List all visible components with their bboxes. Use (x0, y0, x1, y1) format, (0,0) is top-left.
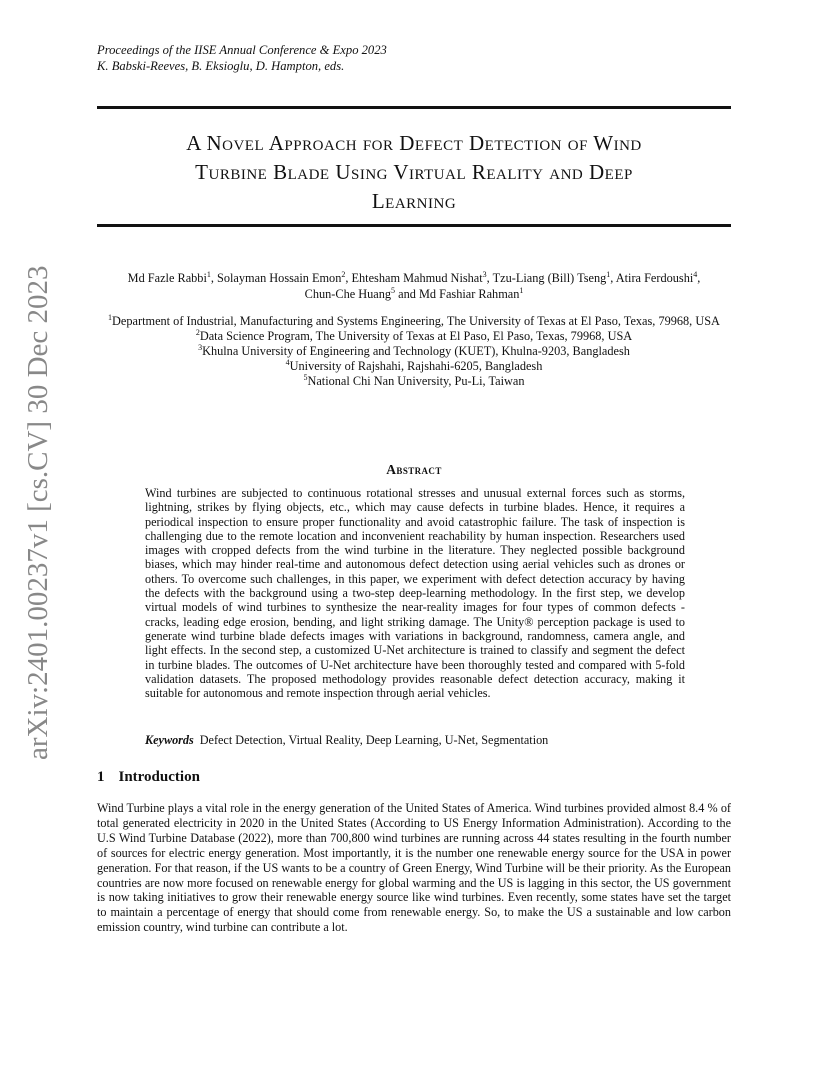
editors-line: K. Babski-Reeves, B. Eksioglu, D. Hampton, eds. (97, 59, 345, 73)
arxiv-watermark: arXiv:2401.00237v1 [cs.CV] 30 Dec 2023 (22, 265, 54, 760)
section-title: Introduction (118, 769, 200, 785)
affiliation: $^3$Khulna University of Engineering and Technology (KUET), Khulna-9203, Bangladesh (198, 343, 630, 358)
author: Tzu-Liang (Bill) Tseng$^1$, (492, 270, 616, 285)
title-line: Turbine Blade Using Virtual Reality and Deep (195, 160, 633, 184)
author: Md Fazle Rabbi$^1$, (127, 270, 218, 285)
author: Ehtesham Mahmud Nishat$^3$, (351, 270, 493, 285)
author: Md Fashiar Rahman$^1$ (418, 286, 524, 301)
proceedings-line: Proceedings of the IISE Annual Conference & Expo 2023 (97, 43, 387, 57)
author: Atira Ferdoushi$^4$, (615, 270, 701, 285)
author: Solayman Hossain Emon$^2$, (217, 270, 352, 285)
affiliation: $^2$Data Science Program, The University of Texas at El Paso, El Paso, Texas, 79968, USA (195, 328, 633, 343)
proceedings-header (97, 42, 387, 74)
affiliation: $^5$National Chi Nan University, Pu-Li, Taiwan (303, 373, 525, 388)
title-rule-top (97, 106, 731, 109)
affiliation-list (97, 314, 731, 389)
section-number: 1 (97, 769, 105, 785)
paper-title (97, 129, 731, 216)
section-heading (97, 769, 200, 786)
keywords (145, 733, 685, 748)
title-line: A Novel Approach for Defect Detection of Wind (186, 131, 642, 155)
affiliation: $^4$University of Rajshahi, Rajshahi-6205, Bangladesh (285, 358, 543, 373)
abstract-text: Wind turbines are subjected to continuous rotational stresses and unusual external forces such as storms, lightning, strikes by flying objects, etc., which may cause defects in turbine blades. Hence, it requires a periodical inspection to ensure proper functionality and avoid catastrophic failure. The task of inspection is challenging due to the remote location and inconvenient reachability by human inspection. Researchers used images with cropped defects from the wind turbine in the literature. They neglected possible background biases, which may hinder real-time and autonomous defect detection using aerial vehicles such as drones or others. To overcome such challenges, in this paper, we experiment with defect detection accuracy by having the defects with the background using a two-step deep-learning methodology. In the first step, we develop virtual models of wind turbines to synthesize the near-reality images for four types of common defects - cracks, leading edge erosion, bending, and light striking damage. The Unity® perception package is used to generate wind turbine blade defects images with variations in background, randomness, camera angle, and light effects. In the second step, a customized U-Net architecture is trained to classify and segment the defect in turbine blades. The outcomes of U-Net architecture have been thoroughly tested and compared with 5-fold validation datasets. The proposed methodology provides reasonable defect detection accuracy, making it suitable for autonomous and remote inspection through aerial vehicles. (145, 486, 685, 701)
title-line: Learning (371, 189, 457, 213)
introduction-text: Wind Turbine plays a vital role in the energy generation of the United States of America. Wind turbines provided almost 8.4 % of total generated electricity in 2020 in the United States (According to US Energy Information Administration). According to the U.S Wind Turbine Database (2022), more than 700,800 wind turbines are running across 44 states resulting in the fourth number of sources for electric energy generation. Most importantly, it is the number one renewable energy source for the USA in power generation. For that reason, if the US wants to be a country of Green Energy, Wind Turbine will be their priority. As the European countries are now more focused on renewable energy for global warming and the US is lagging in this sector, the US government is now taking initiatives to grow their renewable energy source like wind turbines. Even recently, some states have set the target to maintain a percentage of energy that should come from renewable energy. So, to make the US a sustainable and low carbon emission country, wind turbine can contribute a lot. (97, 801, 731, 935)
author: Chun-Che Huang$^5$ and (304, 286, 419, 301)
keywords-label: Keywords (145, 733, 194, 747)
affiliation: $^1$Department of Industrial, Manufacturing and Systems Engineering, The University of Texas at El Paso, Texas, 79968, USA (108, 313, 720, 328)
title-rule-bottom (97, 224, 731, 227)
keywords-text: Defect Detection, Virtual Reality, Deep Learning, U-Net, Segmentation (199, 733, 549, 747)
abstract-heading: Abstract (386, 462, 442, 477)
author-list (97, 270, 731, 302)
